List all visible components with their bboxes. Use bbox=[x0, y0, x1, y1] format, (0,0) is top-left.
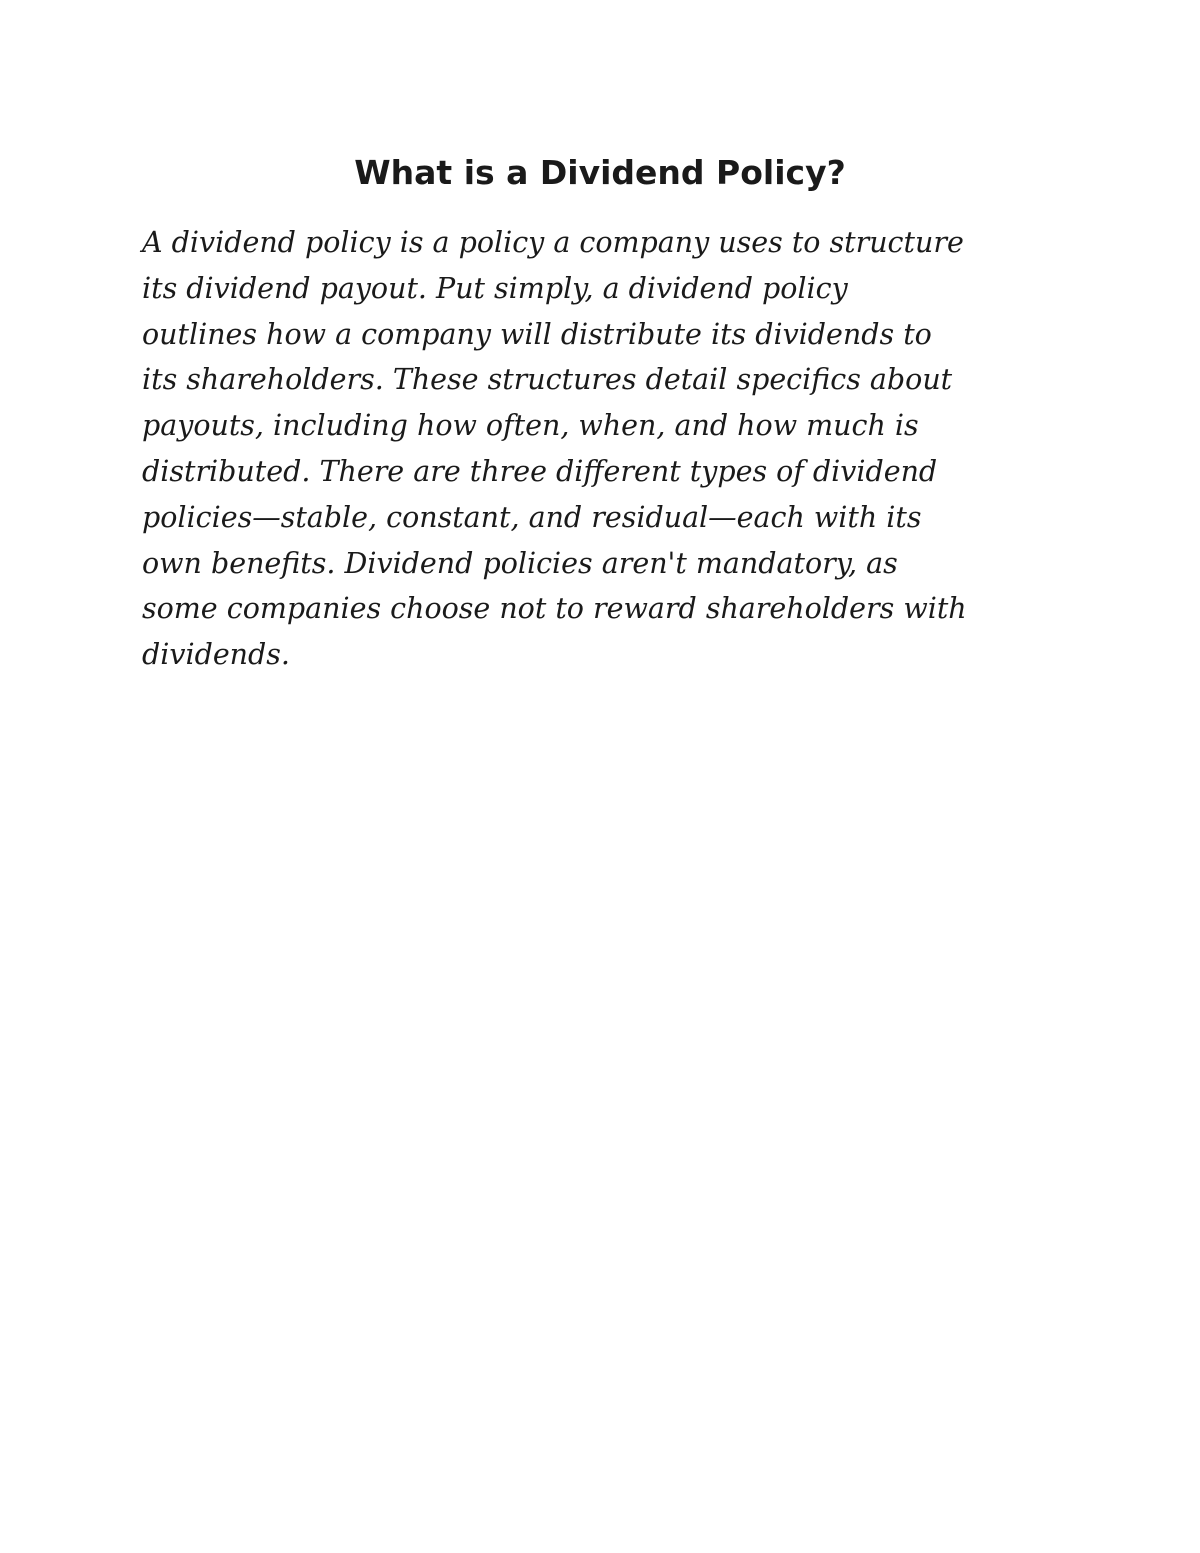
body-line: its dividend payout. Put simply, a dividend policy bbox=[142, 271, 848, 305]
body-line: some companies choose not to reward shareholders with bbox=[142, 592, 967, 626]
body-line: dividends. bbox=[142, 638, 290, 672]
body-line: payouts, including how often, when, and how much is bbox=[142, 409, 919, 443]
body-line: outlines how a company will distribute its dividends to bbox=[142, 317, 932, 351]
body-paragraph bbox=[142, 220, 1072, 678]
body-line: distributed. There are three different types of dividend bbox=[142, 454, 938, 488]
body-line: its shareholders. These structures detail specifics about bbox=[142, 363, 953, 397]
page-title: What is a Dividend Policy? bbox=[354, 153, 846, 192]
body-line: A dividend policy is a policy a company uses to structure bbox=[142, 226, 964, 259]
body-line: policies—stable, constant, and residual—each with its bbox=[142, 500, 922, 534]
body-line: own benefits. Dividend policies aren't mandatory, as bbox=[142, 546, 898, 580]
